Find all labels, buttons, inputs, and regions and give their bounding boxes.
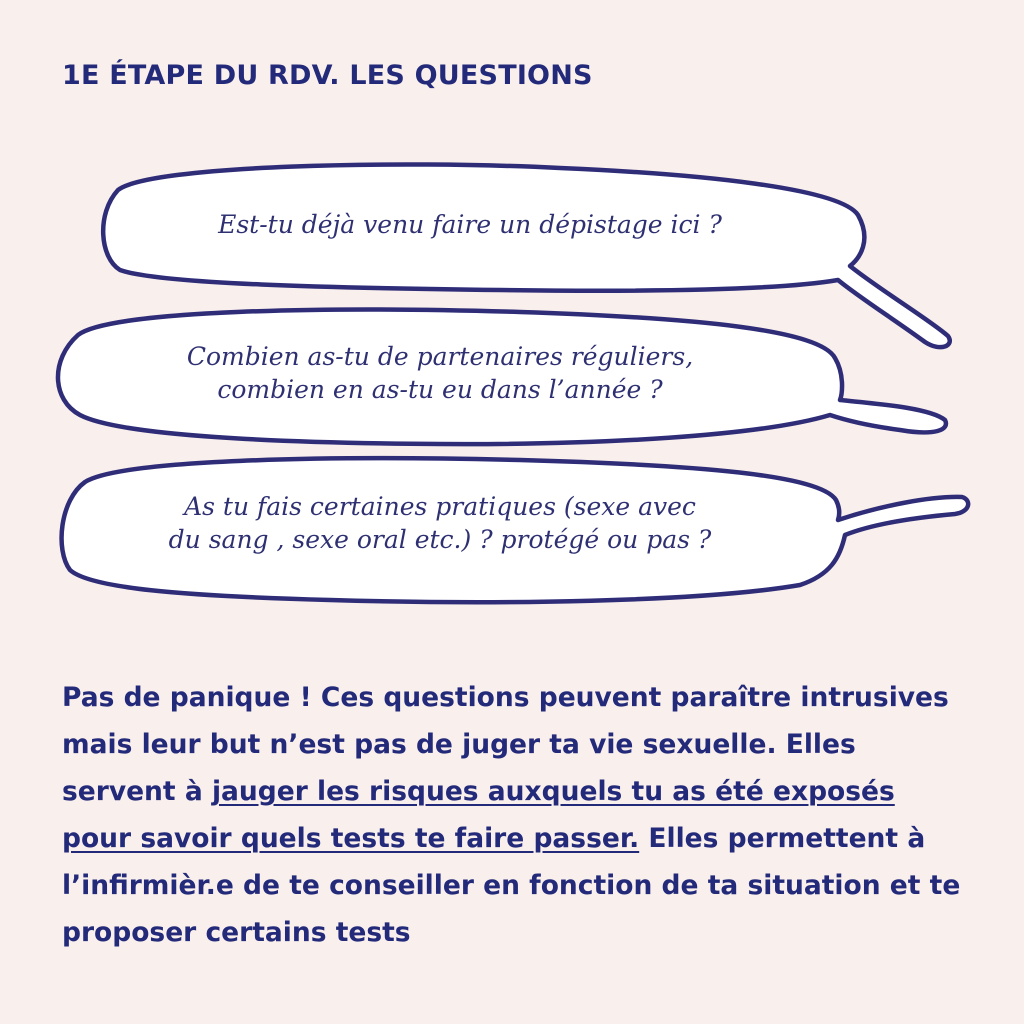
- bubble-2-text: [80, 340, 800, 406]
- bubble-2-line-1: Combien as-tu de partenaires réguliers,: [186, 342, 694, 371]
- explanation-paragraph: [62, 674, 972, 956]
- bubble-3-text: [90, 490, 790, 556]
- paragraph-text-1: Pas de panique ! Ces questions peuvent paraître intrusives mais leur but n’est pas de juger ta vie sexuelle. Elles servent à: [62, 682, 949, 807]
- paragraph-underlined-text: jauger les risques auxquels tu as été exposés pour savoir quels tests te faire passer.: [62, 776, 895, 854]
- page-title: 1E ÉTAPE DU RDV. LES QUESTIONS: [62, 60, 593, 91]
- bubble-2-line-2: combien en as-tu eu dans l’année ?: [217, 375, 663, 404]
- bubble-3-line-1: As tu fais certaines pratiques (sexe avec: [184, 492, 696, 521]
- bubble-3-line-2: du sang , sexe oral etc.) ? protégé ou pas ?: [168, 525, 712, 554]
- paragraph-text-2: Elles permettent à l’infirmièr.e de te conseiller en fonction de ta situation et te proposer certains tests: [62, 823, 961, 948]
- bubble-1-line: Est-tu déjà venu faire un dépistage ici ?: [218, 210, 722, 239]
- bubble-1-text: [120, 208, 820, 241]
